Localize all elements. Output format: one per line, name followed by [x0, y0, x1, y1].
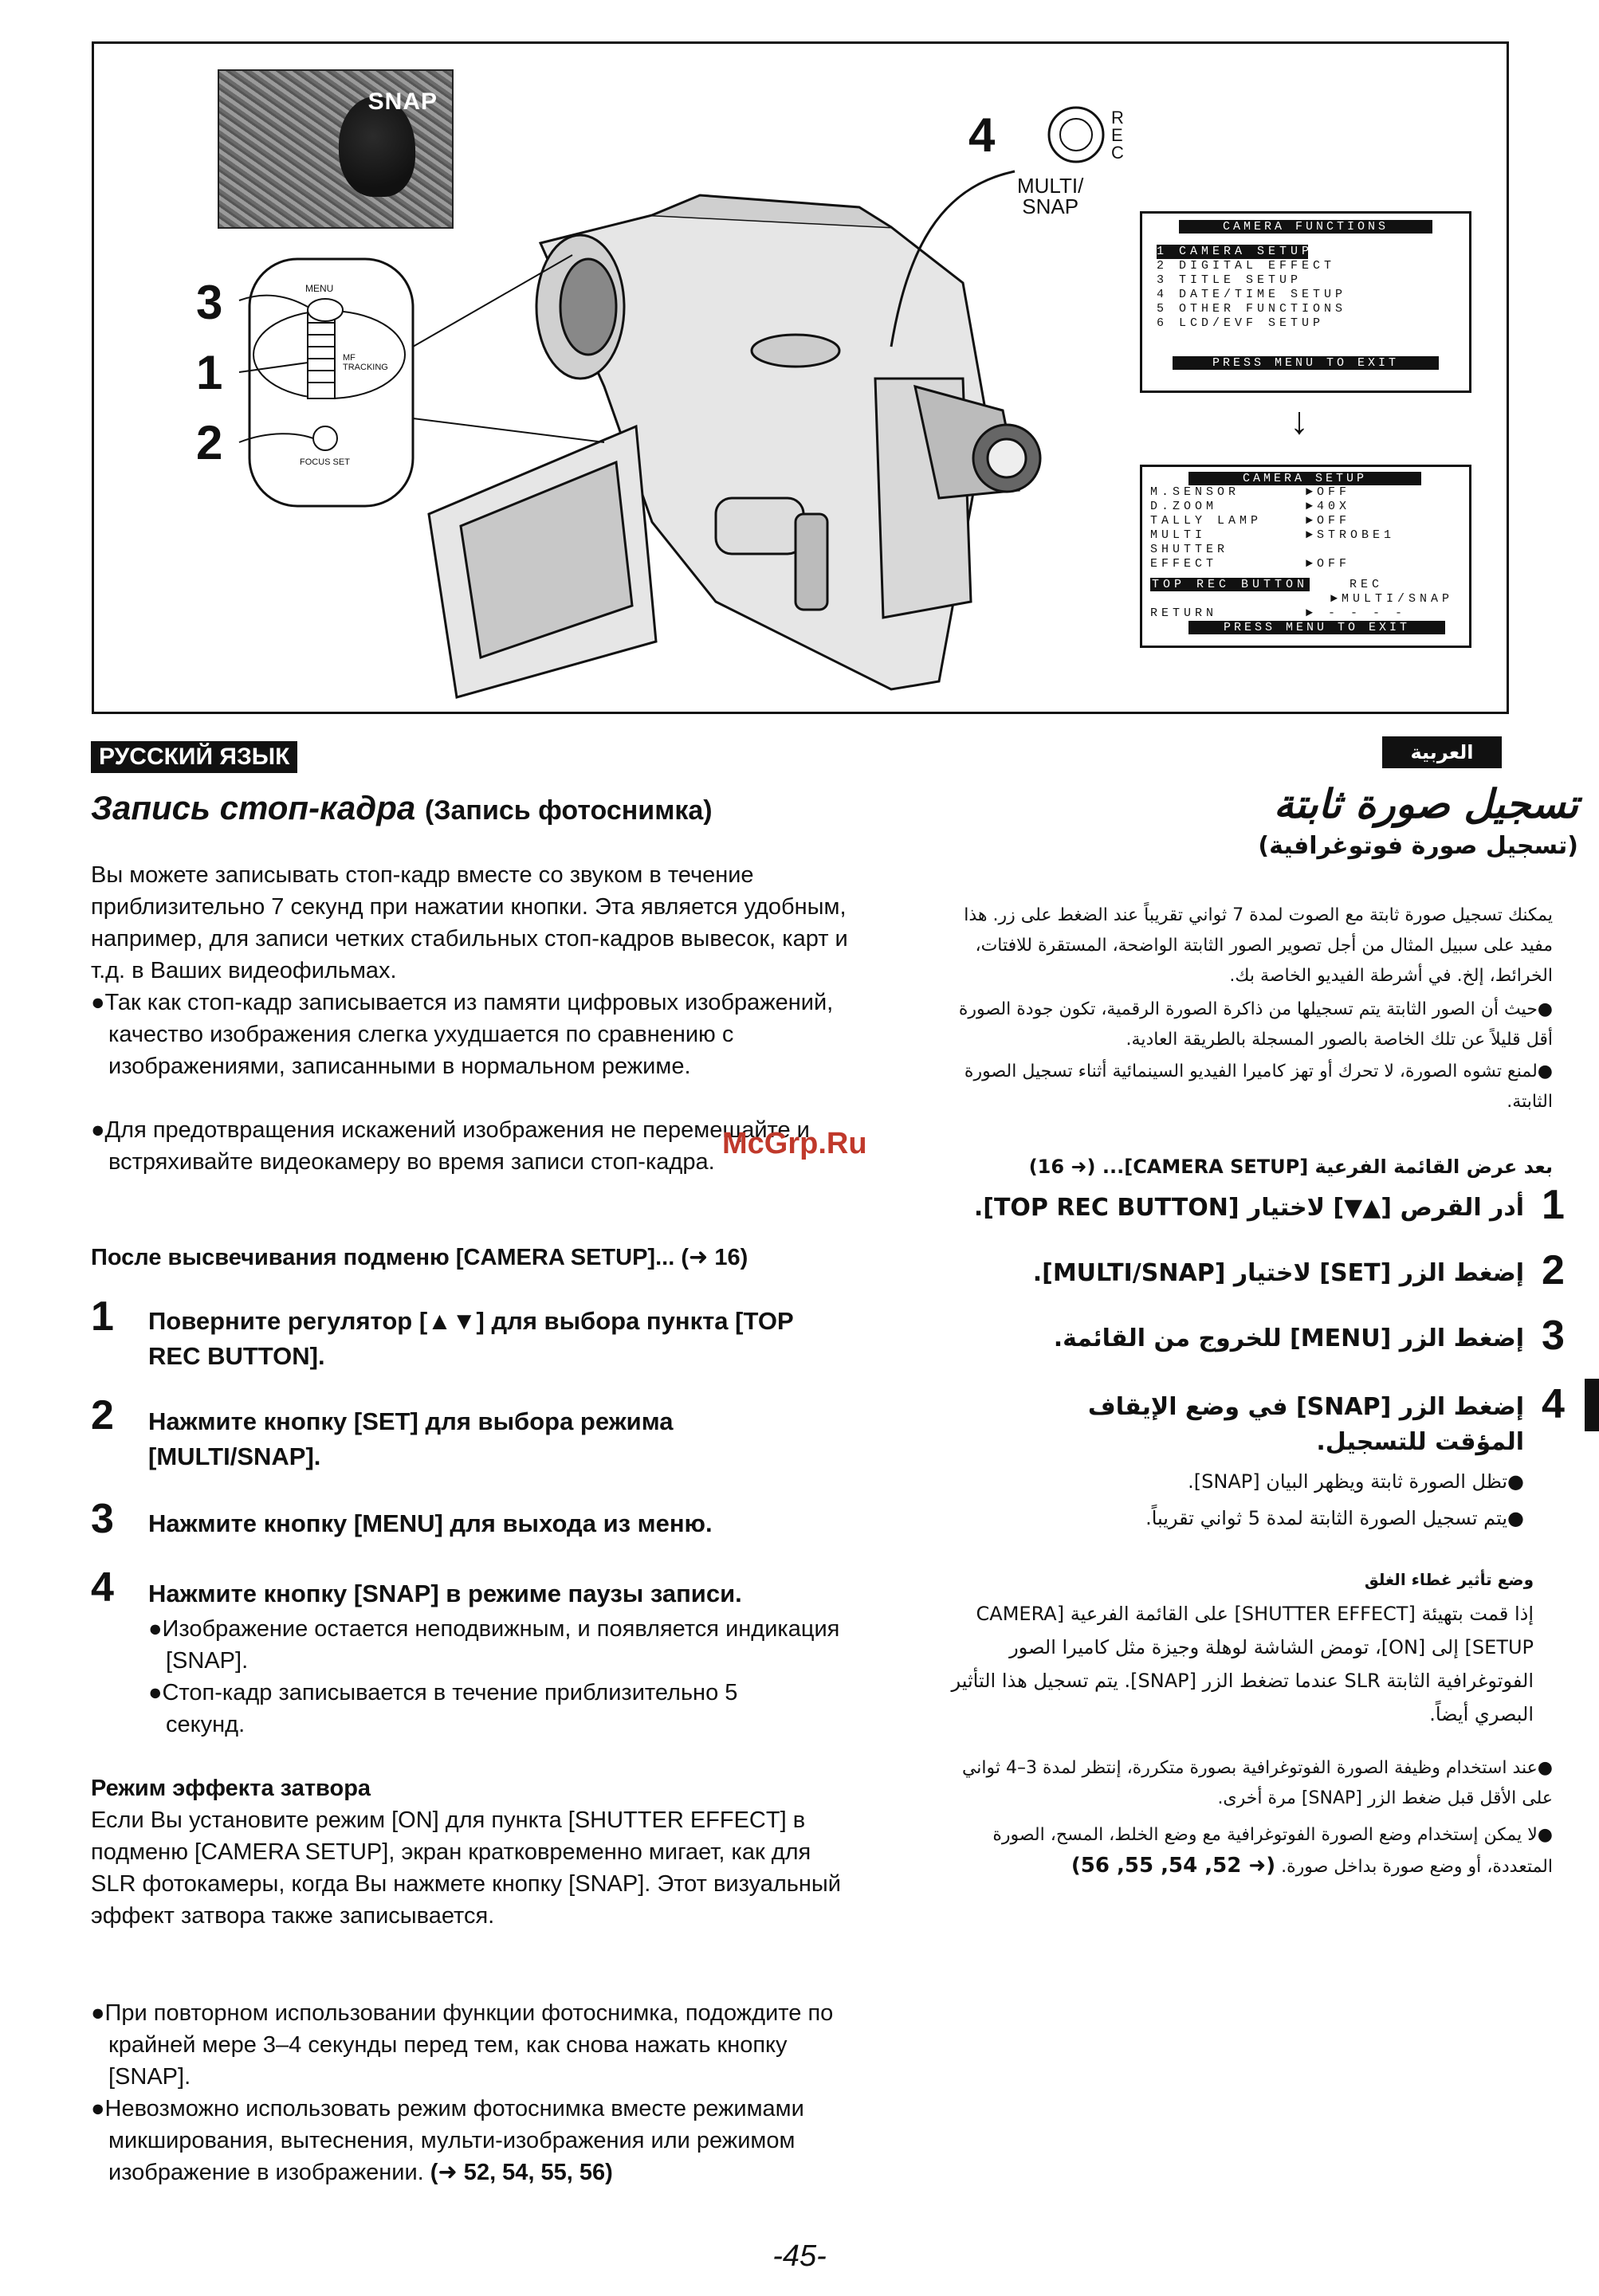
menu-item-camera-setup: 1 CAMERA SETUP — [1157, 245, 1314, 258]
camera-functions-screen — [1140, 211, 1471, 393]
arabic-bullet-2: ●لمنع تشوه الصورة، لا تحرك أو تهز كاميرا الفيديو السينمائية أثناء تسجيل الصورة الثابتة. — [964, 1062, 1553, 1112]
ar-shutter-text: إذا قمت بتهيئة [SHUTTER EFFECT] على القائمة الفرعية [CAMERA SETUP] إلى [ON]، تومض الشاشة لوهلة وجيزة مثل كاميرا الصور الفوتوغرافية الثابتة SLR عندما تضغط الزر [SNAP]. يتم تسجيل هذا التأثير البصري أيضاً. — [951, 1603, 1534, 1725]
menu-item-other-functions: 5 OTHER FUNCTIONS — [1157, 302, 1347, 316]
arabic-title: تسجيل صورة ثابتة — [1273, 781, 1578, 827]
snap-overlay-label: SNAP — [367, 88, 438, 115]
ar-step-4-num: 4 — [1542, 1381, 1565, 1427]
watermark: McGrp.Ru — [722, 1127, 867, 1160]
callout-3: 3 — [196, 276, 223, 329]
ru-step-1-text: Поверните регулятор [▲▼] для выбора пункта [TOP REC BUTTON]. — [148, 1307, 794, 1370]
russian-bullet-2: ●Для предотвращения искажений изображения не перемещайте и встряхивайте видеокамеру во время записи стоп-кадра. — [91, 1117, 810, 1175]
camera-setup-screen — [1140, 465, 1471, 648]
ar-step-2-num: 2 — [1542, 1247, 1565, 1293]
rec-label: REC — [1111, 108, 1124, 163]
ru-step-1-num: 1 — [91, 1293, 114, 1340]
camera-setup-row — [1150, 543, 1461, 557]
camera-setup-row — [1150, 500, 1461, 514]
ru-step-2-text: Нажмите кнопку [SET] для выбора режима [MULTI/SNAP]. — [148, 1407, 674, 1470]
russian-subtitle: (Запись фотоснимка) — [424, 795, 713, 826]
setting-value: ►OFF — [1306, 485, 1351, 499]
ru-note-2: ●Невозможно использовать режим фотоснимка вместе режимами микширования, вытеснения, мульти-изображения или режимом изображение в изображении. (➜ 52, 54, 55, 56) — [91, 2096, 804, 2185]
rec-option: REC — [1350, 578, 1384, 591]
press-menu-to-exit-1: PRESS MENU TO EXIT — [1173, 356, 1439, 370]
menu-button-label: MENU — [305, 283, 334, 294]
camera-setup-row — [1150, 485, 1461, 500]
menu-item-date-time-setup: 4 DATE/TIME SETUP — [1157, 288, 1347, 301]
press-menu-to-exit-2: PRESS MENU TO EXIT — [1188, 621, 1445, 634]
ru-shutter-text: Если Вы установите режим [ON] для пункта [SHUTTER EFFECT] в подменю [CAMERA SETUP], экран кратковременно мигает, как для SLR фотокамеры, когда Вы нажмете кнопку [SNAP]. Этот визуальный эффект затвора также записывается. — [91, 1807, 841, 1929]
ru-step-4-bullet-2: ●Стоп-кадр записывается в течение приблизительно 5 секунд. — [148, 1680, 738, 1737]
russian-after-menu: После высвечивания подменю [CAMERA SETUP]... (➜ 16) — [91, 1245, 748, 1270]
ar-step-1-text: أدر القرص [▲▼] لاختيار [TOP REC BUTTON]. — [973, 1194, 1524, 1222]
setting-value: ►OFF — [1306, 557, 1351, 571]
ru-step-3-text: Нажмите кнопку [MENU] для выхода из меню. — [148, 1509, 713, 1537]
arabic-subtitle: (تسجيل صورة فوتوغرافية) — [1258, 832, 1578, 860]
ar-note-1: ●عند استخدام وظيفة الصورة الفوتوغرافية بصورة متكررة، إنتظر لمدة 3–4 ثواني على الأقل قبل ضغط الزر [SNAP] مرة أخرى. — [961, 1758, 1553, 1808]
arabic-after-menu: بعد عرض القائمة الفرعية [CAMERA SETUP]... (➜ 16) — [1028, 1156, 1553, 1178]
ru-note-ref: (➜ 52, 54, 55, 56) — [430, 2160, 613, 2185]
page-number: -45- — [772, 2239, 827, 2273]
arrow-down-icon: ↓ — [1290, 400, 1309, 442]
mf-tracking-label: MF TRACKING — [343, 353, 388, 372]
russian-title: Запись стоп-кадра (Запись фотоснимка) — [91, 789, 713, 826]
arabic-language-tab: العربية — [1382, 736, 1502, 768]
russian-language-tab: РУССКИЙ ЯЗЫК — [91, 741, 297, 773]
ar-step-3-num: 3 — [1542, 1313, 1565, 1359]
camera-functions-header: CAMERA FUNCTIONS — [1179, 220, 1432, 234]
callout-1: 1 — [196, 346, 223, 399]
callout-4: 4 — [968, 108, 996, 162]
setting-label: SHUTTER — [1150, 543, 1229, 556]
ru-step-4-text: Нажмите кнопку [SNAP] в режиме паузы записи. — [148, 1580, 742, 1607]
menu-item-lcd-evf-setup: 6 LCD/EVF SETUP — [1157, 316, 1325, 330]
russian-intro: Вы можете записывать стоп-кадр вместе со звуком в течение приблизительно 7 секунд при нажатии кнопки. Эта является удобным, например, для записи четких стабильных стоп-кадров вывесок, карт и т.д. в Ваших видеофильмах. — [91, 862, 848, 983]
ar-note-ref: (➜ 52, 54, 55, 56) — [1071, 1854, 1276, 1878]
arabic-bullet-1: ●حيث أن الصور الثابتة يتم تسجيلها من ذاكرة الصورة الرقمية، تكون جودة الصورة أقل قليلاً عن تلك الخاصة بالصور المسجلة بالطريقة العادية. — [958, 999, 1553, 1050]
setting-label: M.SENSOR — [1150, 485, 1240, 499]
return-item: RETURN — [1150, 606, 1218, 620]
ar-step-1-num: 1 — [1542, 1182, 1565, 1228]
ar-step-2-text: إضغط الزر [SET] لاختيار [MULTI/SNAP]. — [1032, 1259, 1524, 1287]
setting-label: D.ZOOM — [1150, 500, 1218, 513]
camera-setup-row — [1150, 514, 1461, 528]
top-rec-button-item: TOP REC BUTTON — [1152, 578, 1309, 591]
ru-step-4-num: 4 — [91, 1564, 114, 1611]
callout-2: 2 — [196, 416, 223, 469]
ru-step-4-bullet-1: ●Изображение остается неподвижным, и появляется индикация [SNAP]. — [148, 1616, 840, 1674]
ar-shutter-title: وضع تأثير غطاء الغلق — [1364, 1570, 1534, 1589]
setting-value: ►OFF — [1306, 514, 1351, 528]
ar-step-4-bullet-2: ●يتم تسجيل الصورة الثابتة لمدة 5 ثواني تقريباً. — [1145, 1507, 1524, 1529]
ru-step-2-num: 2 — [91, 1392, 114, 1438]
focus-set-label: FOCUS SET — [300, 457, 350, 467]
multi-snap-option: ►MULTI/SNAP — [1330, 592, 1454, 606]
ru-note-1: ●При повторном использовании функции фотоснимка, подождите по крайней мере 3–4 секунды перед тем, как снова нажать кнопку [SNAP]. — [91, 2000, 834, 2090]
setting-label: MULTI — [1150, 528, 1207, 542]
camera-setup-row — [1150, 528, 1461, 543]
menu-item-title-setup: 3 TITLE SETUP — [1157, 273, 1302, 287]
setting-label: EFFECT — [1150, 557, 1218, 571]
camera-setup-row — [1150, 557, 1461, 571]
ar-step-3-text: إضغط الزر [MENU] للخروج من القائمة. — [1053, 1325, 1524, 1352]
multi-snap-label: MULTI/ SNAP — [1017, 174, 1084, 218]
menu-item-digital-effect: 2 DIGITAL EFFECT — [1157, 259, 1336, 273]
illustration-frame — [92, 41, 1509, 714]
arabic-intro: يمكنك تسجيل صورة ثابتة مع الصوت لمدة 7 ثواني تقريباً عند الضغط على زر. هذا مفيد على سبيل المثال من أجل تصوير الصور الثابتة الواضحة، المستقرة للافتات، الخرائط، إلخ. في أشرطة الفيديو الخاصة بك. — [964, 905, 1553, 986]
return-value: ► - - - - — [1306, 606, 1407, 620]
ru-shutter-title: Режим эффекта затвора — [91, 1776, 371, 1801]
section-marker — [1585, 1379, 1599, 1431]
ru-step-3-num: 3 — [91, 1496, 114, 1542]
camera-setup-header: CAMERA SETUP — [1188, 472, 1421, 485]
ar-step-4-text: إضغط الزر [SNAP] في وضع الإيقاف المؤقت للتسجيل. — [1087, 1393, 1524, 1456]
ar-step-4-bullet-1: ●تظل الصورة ثابتة ويظهر البيان [SNAP]. — [1188, 1470, 1524, 1493]
setting-value: ►40X — [1306, 500, 1351, 513]
setting-label: TALLY LAMP — [1150, 514, 1263, 528]
ar-note-2: ●لا يمكن إستخدام وضع الصورة الفوتوغرافية مع وضع الخلط، المسح، الصورة المتعددة، أو وضع صورة بداخل صورة. (➜ 52, 54, 55, 56) — [992, 1825, 1553, 1878]
russian-bullet-1: ●Так как стоп-кадр записывается из памяти цифровых изображений, качество изображения слегка ухудшается по сравнению с изображениями, записанными в нормальном режиме. — [91, 990, 834, 1079]
setting-value: ►STROBE1 — [1306, 528, 1396, 542]
